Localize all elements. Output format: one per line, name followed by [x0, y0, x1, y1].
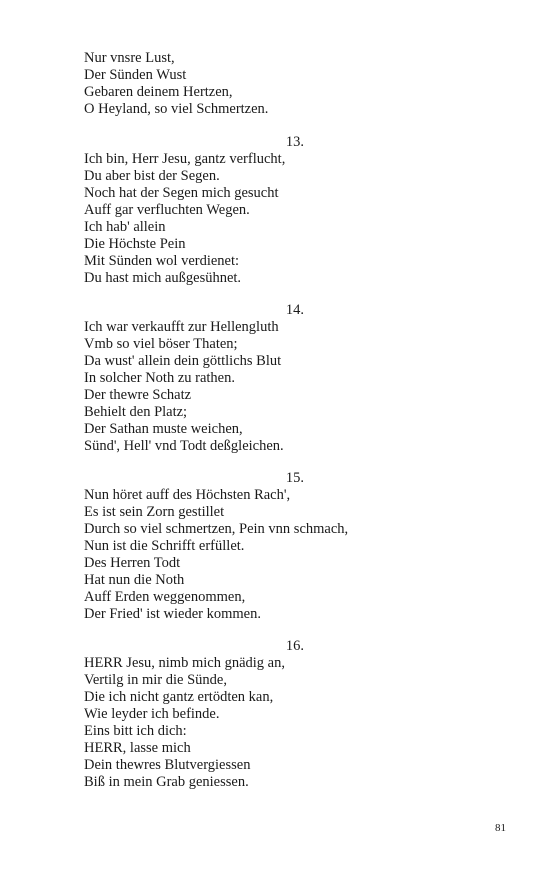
- verse-line: Eins bitt ich dich:: [84, 723, 187, 739]
- verse-line: Da wust' allein dein göttlichs Blut: [84, 353, 282, 369]
- verse-line: O Heyland, so viel Schmertzen.: [84, 101, 269, 117]
- verse-line: Noch hat der Segen mich gesucht: [84, 185, 279, 201]
- verse-line: Dein thewres Blutvergiessen: [84, 757, 251, 773]
- verse-line: Nun höret auff des Höchsten Rach',: [84, 487, 291, 503]
- stanza-lines: [84, 151, 285, 287]
- verse-line: Die ich nicht gantz ertödten kan,: [84, 689, 274, 705]
- verse-line: Die Höchste Pein: [84, 236, 186, 252]
- stanza-number: 16.: [285, 638, 304, 654]
- verse-line: Wie leyder ich befinde.: [84, 706, 220, 722]
- verse-line: Du hast mich außgesühnet.: [84, 270, 242, 286]
- verse-line: Ich hab' allein: [84, 219, 166, 235]
- verse-line: Nun ist die Schrifft erfüllet.: [84, 538, 245, 554]
- stanza-lines: [84, 655, 285, 791]
- verse-line: HERR Jesu, nimb mich gnädig an,: [84, 655, 285, 671]
- page-number: 81: [495, 822, 506, 834]
- verse-line: Vertilg in mir die Sünde,: [84, 672, 227, 688]
- verse-line: Mit Sünden wol verdienet:: [84, 253, 240, 269]
- stanza-lines: [84, 319, 284, 455]
- verse-line: Der thewre Schatz: [84, 387, 192, 403]
- stanza-lines: [84, 487, 348, 623]
- verse-line: In solcher Noth zu rathen.: [84, 370, 235, 386]
- verse-line: Der Sünden Wust: [84, 67, 187, 83]
- verse-line: Es ist sein Zorn gestillet: [84, 504, 225, 520]
- verse-line: Ich bin, Herr Jesu, gantz verflucht,: [84, 151, 286, 167]
- verse-line: Auff Erden weggenommen,: [84, 589, 246, 605]
- verse-line: Auff gar verfluchten Wegen.: [84, 202, 250, 218]
- stanza-number: 14.: [285, 302, 304, 318]
- stanza-number: 13.: [285, 134, 304, 150]
- verse-line: HERR, lasse mich: [84, 740, 191, 756]
- stanza-lines: [84, 50, 268, 118]
- verse-line: Behielt den Platz;: [84, 404, 188, 420]
- verse-line: Vmb so viel böser Thaten;: [84, 336, 238, 352]
- verse-line: Sünd', Hell' vnd Todt deßgleichen.: [84, 438, 284, 454]
- verse-line: Hat nun die Noth: [84, 572, 185, 588]
- verse-line: Ich war verkaufft zur Hellengluth: [84, 319, 279, 335]
- verse-line: Nur vnsre Lust,: [84, 50, 175, 66]
- stanza-number: 15.: [285, 470, 304, 486]
- verse-line: Der Fried' ist wieder kommen.: [84, 606, 261, 622]
- verse-line: Du aber bist der Segen.: [84, 168, 220, 184]
- verse-line: Des Herren Todt: [84, 555, 181, 571]
- verse-line: Durch so viel schmertzen, Pein vnn schmach,: [84, 521, 349, 537]
- verse-line: Biß in mein Grab geniessen.: [84, 774, 249, 790]
- verse-line: Gebaren deinem Hertzen,: [84, 84, 233, 100]
- verse-line: Der Sathan muste weichen,: [84, 421, 243, 437]
